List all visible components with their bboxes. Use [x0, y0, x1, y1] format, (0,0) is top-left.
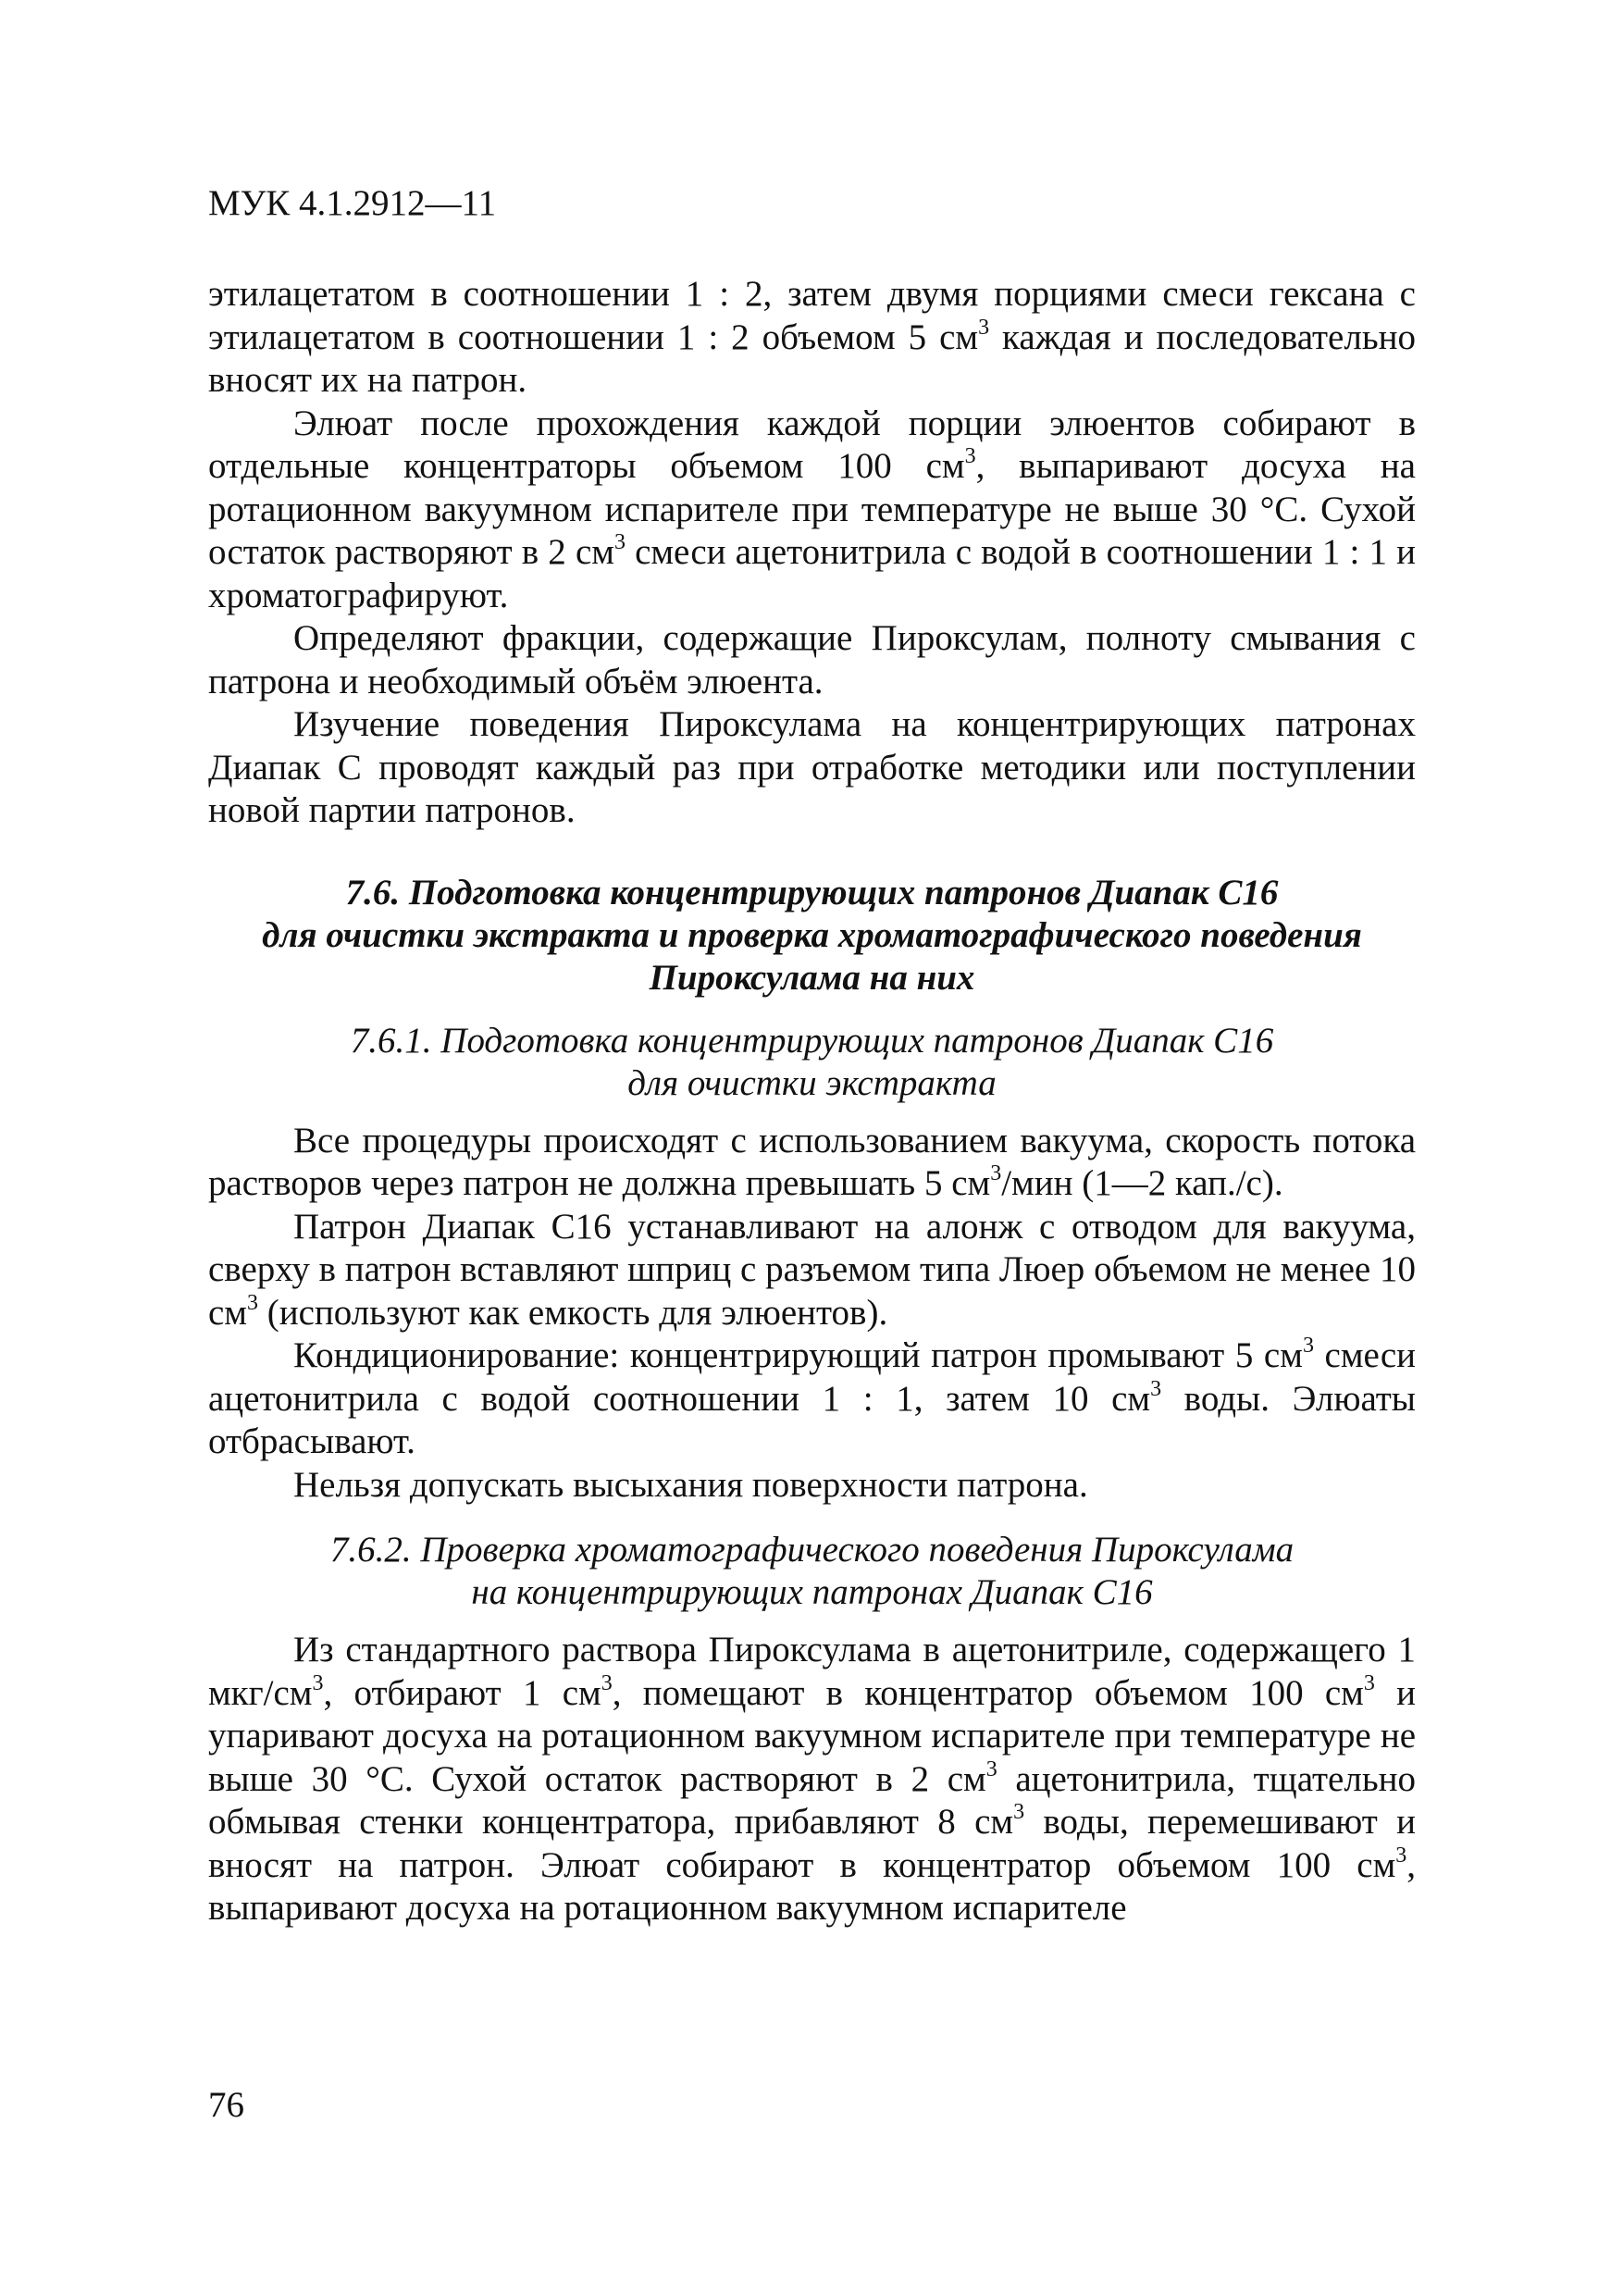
text-run: воды, перемешивают и вносят на патрон. Элюат собирают в концентратор объемом 100 см: [208, 1802, 1416, 1885]
superscript: 3: [601, 1670, 613, 1695]
text-run: (используют как емкость для элюентов).: [258, 1292, 888, 1333]
page-number: 76: [208, 2085, 244, 2125]
text-run: /мин (1—2 кап./с).: [1001, 1163, 1283, 1203]
subsection-heading-line: на концентрирующих патронах Диапак С16: [471, 1572, 1153, 1612]
section-heading-line: 7.6. Подготовка концентрирующих патронов Диапак С16: [345, 872, 1279, 912]
text-run: , выпаривают досуха на ротационном вакуумном испарителе при температуре не выше 30 °С. Сухой остаток растворяют в 2 см: [208, 446, 1416, 572]
paragraph: [208, 1334, 1416, 1464]
superscript: 3: [1013, 1800, 1025, 1824]
superscript: 3: [613, 530, 626, 554]
subsection-heading-7-6-1: [208, 1020, 1416, 1105]
document-code-header: МУК 4.1.2912—11: [208, 183, 497, 223]
paragraph: [208, 1120, 1416, 1206]
superscript: 3: [1395, 1843, 1407, 1868]
page-body: [208, 273, 1416, 1930]
text-run: ацетонитрила, тщательно обмывая стенки концентратора, прибавляют 8 см: [208, 1758, 1416, 1842]
section-heading-line: для очистки экстракта и проверка хроматографического поведения: [262, 914, 1362, 955]
text-run: Из стандартного раствора Пироксулама в ацетонитриле, содержащего 1 мкг/см: [208, 1630, 1416, 1713]
superscript: 3: [978, 315, 990, 340]
text-run: Патрон Диапак С16 устанавливают на алонж с отводом для вакуума, сверху в патрон вставляют шприц с разъемом типа Люер объемом не менее 10 см: [208, 1206, 1416, 1333]
paragraph: [208, 403, 1416, 618]
text-run: , помещают в концентратор объемом 100 см: [612, 1672, 1364, 1713]
subsection-heading-line: 7.6.1. Подготовка концентрирующих патронов Диапак С16: [350, 1020, 1274, 1061]
superscript: 3: [247, 1290, 258, 1315]
text-run: смеси ацетонитрила с водой в соотношении 1 : 1 и хроматографируют.: [208, 532, 1416, 615]
text-run: Элюат после прохождения каждой порции элюентов собирают в отдельные концентраторы объемом 100 см: [208, 403, 1416, 486]
text-run: смеси ацетонитрила с водой соотношении 1 : 1, затем 10 см: [208, 1335, 1417, 1419]
paragraph: [208, 1206, 1416, 1335]
paragraph: Изучение поведения Пироксулама на концентрирующих патронах Диапак С проводят каждый раз при отработке методики или поступлении новой партии патронов.: [208, 704, 1416, 830]
superscript: 3: [990, 1161, 1002, 1185]
text-run: этилацетатом в соотношении 1 : 2, затем двумя порциями смеси гексана с этилацетатом в соотношении 1 : 2 объемом 5 см: [208, 274, 1416, 357]
superscript: 3: [985, 1756, 997, 1781]
text-run: Все процедуры происходят с использованием вакуума, скорость потока растворов через патрон не должна превышать 5 см: [208, 1120, 1416, 1203]
superscript: 3: [312, 1670, 324, 1695]
text-run: , выпаривают досуха на ротационном вакуумном испарителе: [208, 1844, 1416, 1928]
superscript: 3: [1302, 1334, 1314, 1358]
section-heading-7-6: [208, 872, 1416, 999]
text-run: воды. Элюаты отбрасывают.: [208, 1378, 1417, 1461]
text-run: , отбирают 1 см: [323, 1672, 601, 1713]
subsection-heading-line: для очистки экстракта: [627, 1062, 997, 1103]
text-run: Кондиционирование: концентрирующий патрон промывают 5 см: [293, 1335, 1303, 1375]
subsection-heading-7-6-2: [208, 1529, 1416, 1614]
text-run: и упаривают досуха на ротационном вакуумном испарителе при температуре не выше 30 °С. Сухой остаток растворяют в 2 см: [208, 1672, 1417, 1799]
superscript: 3: [1363, 1670, 1375, 1695]
section-heading-line: Пироксулама на них: [649, 957, 975, 998]
superscript: 3: [964, 444, 976, 468]
subsection-heading-line: 7.6.2. Проверка хроматографического поведения Пироксулама: [329, 1530, 1295, 1570]
superscript: 3: [1150, 1376, 1162, 1401]
paragraph: Определяют фракции, содержащие Пироксулам, полноту смывания с патрона и необходимый объём элюента.: [208, 618, 1416, 701]
paragraph: [208, 1629, 1416, 1930]
paragraph: [208, 273, 1416, 403]
text-run: каждая и последовательно вносят их на патрон.: [208, 316, 1416, 400]
paragraph: Нельзя допускать высыхания поверхности патрона.: [293, 1464, 1088, 1505]
